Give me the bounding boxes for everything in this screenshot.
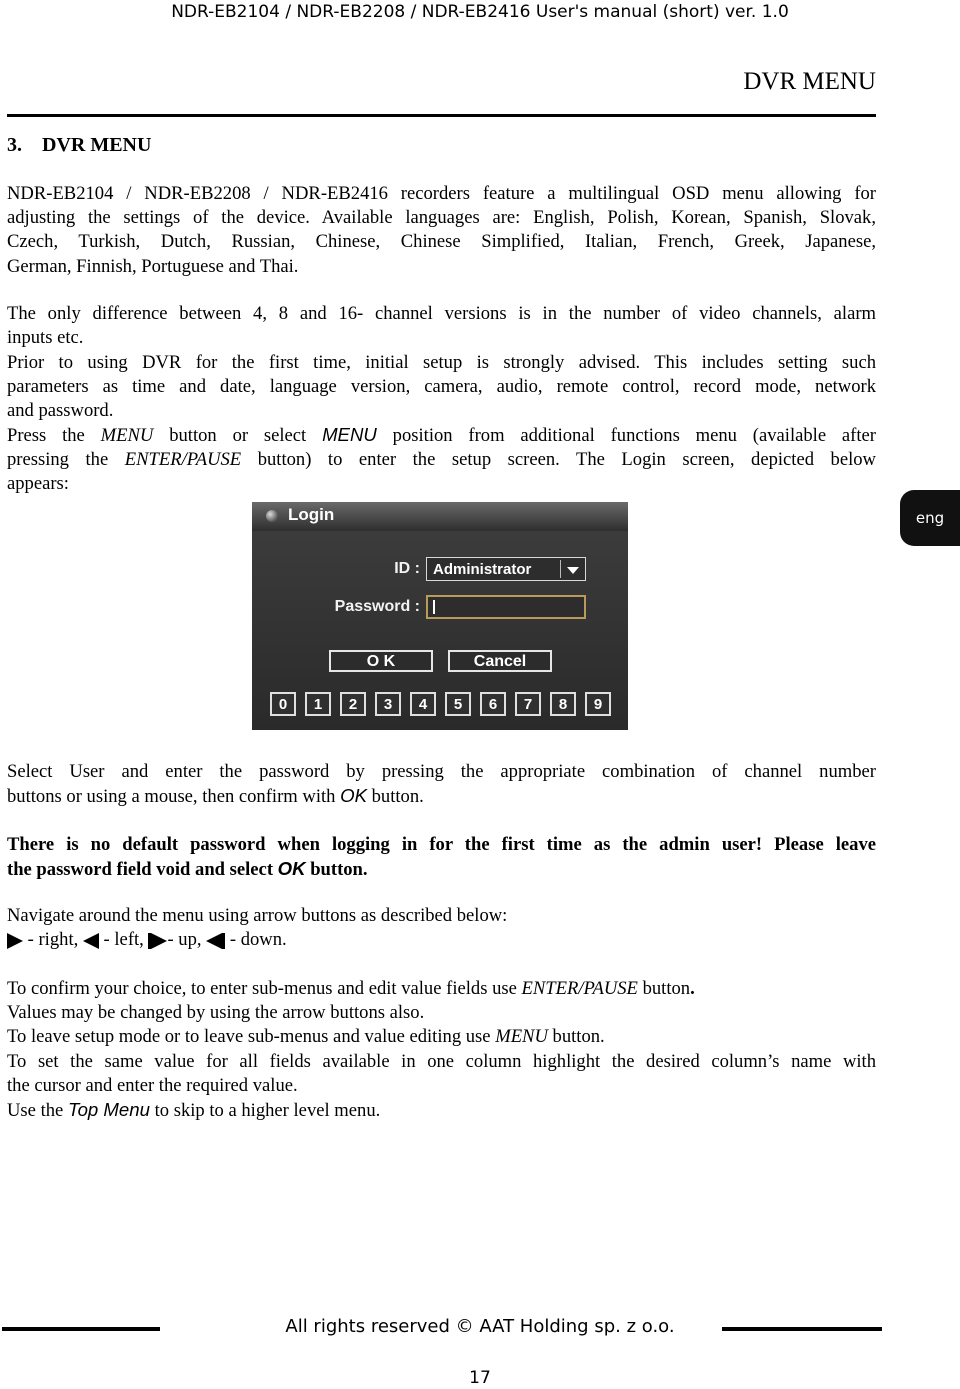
text-cursor	[433, 600, 435, 614]
paragraph-intro	[7, 182, 876, 279]
login-screen-image	[252, 502, 628, 730]
intro-line-4: German, Finnish, Portuguese and Thai.	[7, 255, 299, 277]
arrow-left-icon	[83, 933, 99, 949]
setup-line-3: and password.	[7, 400, 114, 422]
cancel-button[interactable]: Cancel	[448, 650, 552, 672]
channels-line-1: The only difference between 4, 8 and 16- channel versions is in the number of video channels, alarm	[7, 303, 876, 324]
default-password-text-a: the password field void and select	[7, 859, 278, 881]
key-5[interactable]: 5	[445, 692, 471, 716]
paragraph-select-user	[7, 760, 876, 809]
channels-line-2: inputs etc.	[7, 327, 84, 349]
arrow-up-icon	[151, 933, 167, 949]
controls-line-2: Values may be changed by using the arrow buttons also.	[7, 1002, 425, 1024]
controls-text-c: .	[690, 978, 695, 999]
chevron-down-icon	[567, 567, 579, 574]
menu-line-2	[7, 448, 876, 472]
up-text: - up,	[167, 929, 207, 951]
controls-text-l6a: Use the	[7, 1100, 68, 1122]
id-select-value: Administrator	[433, 561, 532, 578]
controls-text-l3b: button.	[547, 1026, 605, 1048]
key-8[interactable]: 8	[550, 692, 576, 716]
key-1[interactable]: 1	[305, 692, 331, 716]
setup-line-1: Prior to using DVR for the first time, initial setup is strongly advised. This includes setting such	[7, 352, 876, 373]
paragraph-channels	[7, 302, 876, 350]
controls-text-l6b: to skip to a higher level menu.	[149, 1100, 381, 1122]
key-2[interactable]: 2	[340, 692, 366, 716]
select-user-text-a: buttons or using a mouse, then confirm with	[7, 786, 341, 808]
password-field[interactable]	[426, 595, 586, 619]
select-user-line-2	[7, 784, 876, 809]
enter-pause-term: ENTER/PAUSE	[124, 449, 242, 471]
navigate-line-2	[7, 928, 876, 952]
arrow-down-icon	[206, 933, 222, 949]
menu-term-1: MENU	[100, 425, 154, 446]
intro-line-3: Czech, Turkish, Dutch, Russian, Chinese, Chinese Simplified, Italian, French, Greek, Japanese,	[7, 231, 876, 253]
paragraph-navigate	[7, 904, 876, 952]
password-label: Password :	[334, 598, 420, 615]
header-divider	[7, 114, 876, 117]
menu-term-3: MENU	[495, 1026, 548, 1048]
select-user-line-1: Select User and enter the password by pressing the appropriate combination of channel number	[7, 761, 876, 782]
paragraph-controls	[7, 977, 876, 1123]
enter-pause-term-2: ENTER/PAUSE	[521, 978, 638, 999]
left-text: - left,	[98, 929, 149, 951]
intro-line-1: NDR-EB2104 / NDR-EB2208 / NDR-EB2416 recorders feature a multilingual OSD menu allowing for	[7, 183, 876, 204]
login-title-icon	[266, 510, 278, 522]
key-9[interactable]: 9	[585, 692, 611, 716]
chapter-heading	[7, 134, 151, 157]
navigate-line-1: Navigate around the menu using arrow buttons as described below:	[7, 905, 508, 926]
controls-line-5: the cursor and enter the required value.	[7, 1074, 298, 1096]
select-user-text-b: button.	[366, 786, 424, 808]
setup-line-2: parameters as time and date, language version, camera, audio, remote control, record mode, network	[7, 376, 876, 398]
id-label: ID :	[394, 560, 420, 577]
language-tab: eng	[900, 490, 960, 546]
paragraph-setup	[7, 351, 876, 424]
intro-line-2: adjusting the settings of the device. Available languages are: English, Polish, Korean, Spanish, Slovak,	[7, 207, 876, 229]
id-select-separator	[560, 560, 561, 578]
key-4[interactable]: 4	[410, 692, 436, 716]
key-6[interactable]: 6	[480, 692, 506, 716]
ok-term-bold: OK	[277, 858, 306, 880]
paragraph-default-password	[7, 833, 876, 882]
controls-line-1	[7, 977, 876, 1001]
default-password-text-b: button.	[305, 859, 368, 881]
ok-term: OK	[340, 785, 367, 807]
controls-text-a: To confirm your choice, to enter sub-menus and edit value fields use	[7, 978, 522, 999]
key-0[interactable]: 0	[270, 692, 296, 716]
controls-text-l3a: To leave setup mode or to leave sub-menus and value editing use	[7, 1026, 496, 1048]
controls-line-4: To set the same value for all fields available in one column highlight the desired column’s name with	[7, 1050, 876, 1072]
menu-text-d: pressing the	[7, 449, 125, 471]
menu-text-c: position from additional functions menu (available after	[376, 425, 876, 446]
document-header: NDR-EB2104 / NDR-EB2208 / NDR-EB2416 User's manual (short) ver. 1.0	[171, 2, 789, 22]
right-text: - right,	[23, 929, 83, 951]
arrow-right-icon	[7, 933, 23, 949]
controls-text-b: button	[637, 978, 691, 999]
menu-text-b: button or select	[153, 425, 323, 446]
default-password-line-2	[7, 857, 876, 882]
ok-button[interactable]: O K	[329, 650, 433, 672]
paragraph-menu	[7, 423, 876, 497]
menu-line-3: appears:	[7, 473, 69, 495]
down-text: - down.	[225, 929, 287, 951]
menu-line-1	[7, 423, 876, 448]
controls-line-3	[7, 1025, 876, 1049]
menu-text-a: Press the	[7, 425, 101, 446]
footer-copyright: All rights reserved © AAT Holding sp. z o.o.	[285, 1316, 675, 1337]
menu-term-2: MENU	[322, 424, 377, 445]
menu-text-e: button) to enter the setup screen. The Login screen, depicted below	[241, 449, 876, 471]
page-number: 17	[469, 1368, 491, 1388]
key-7[interactable]: 7	[515, 692, 541, 716]
chapter-heading-text: 3. DVR MENU	[7, 134, 152, 156]
section-title: DVR MENU	[743, 68, 876, 95]
login-title: Login	[288, 505, 335, 524]
key-3[interactable]: 3	[375, 692, 401, 716]
id-select[interactable]	[426, 557, 586, 581]
controls-line-6	[7, 1098, 876, 1123]
top-menu-term: Top Menu	[67, 1099, 150, 1121]
default-password-line-1: There is no default password when logging in for the first time as the admin user! Please leave	[7, 834, 876, 855]
